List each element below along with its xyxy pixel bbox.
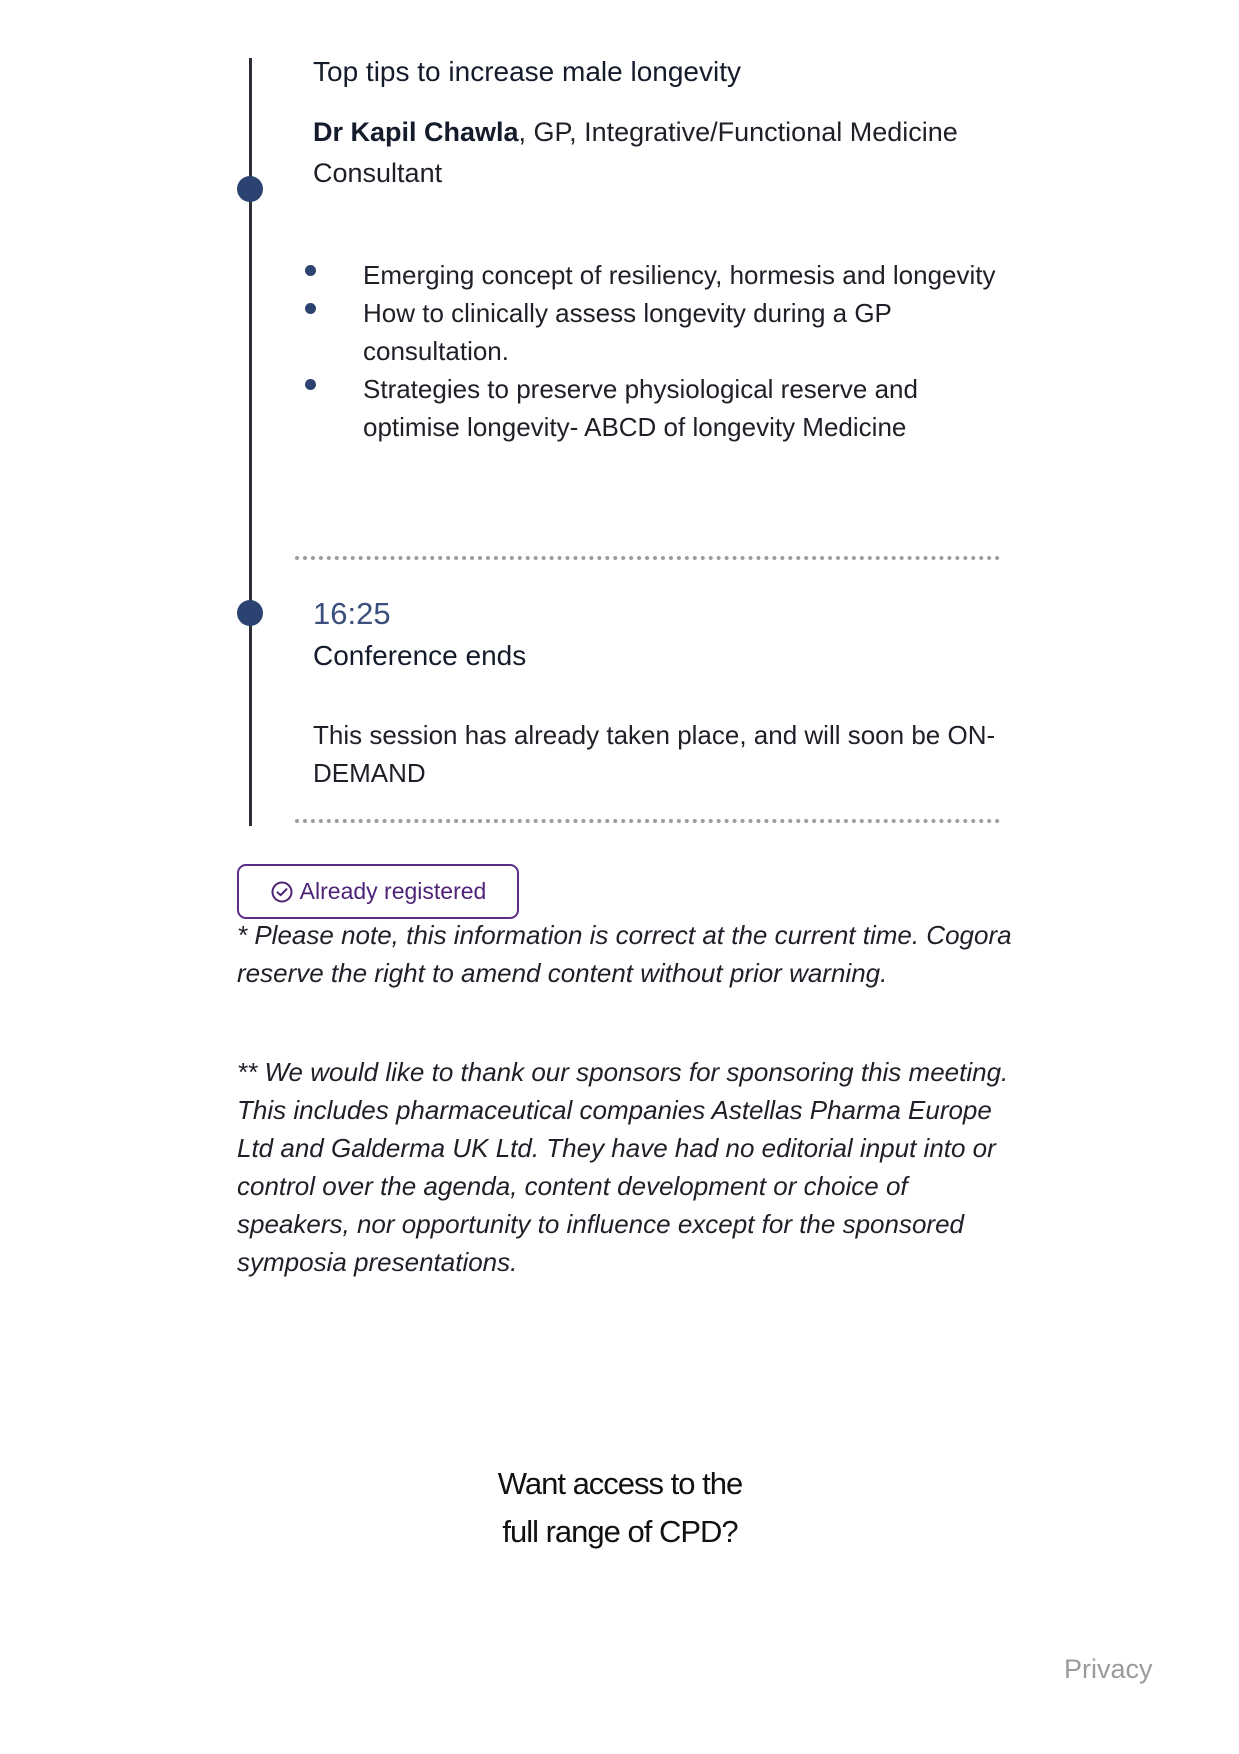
closing-time: 16:25 (313, 596, 391, 631)
bullet-icon (305, 265, 316, 276)
cta-line-2: full range of CPD? (502, 1514, 738, 1549)
list-item (300, 370, 1020, 446)
list-item (300, 256, 1020, 294)
cpd-access-heading (420, 1460, 820, 1556)
check-circle-icon (270, 880, 294, 904)
bullet-icon (305, 379, 316, 390)
timeline-dot-session (237, 176, 263, 202)
already-registered-button[interactable] (237, 864, 519, 919)
disclaimer-note: * Please note, this information is correct at the current time. Cogora reserve the right to amend content without prior warning. (237, 920, 1012, 988)
already-registered-label: Already registered (299, 878, 487, 904)
timeline-line (249, 58, 252, 826)
timeline-dot-closing (237, 600, 263, 626)
session-topics-list (300, 256, 1020, 446)
bullet-icon (305, 303, 316, 314)
list-item (300, 294, 1020, 370)
closing-divider (295, 819, 1000, 823)
speaker-role: , GP, Integrative/Functional Medicine Consultant (313, 117, 958, 188)
topic-text: Strategies to preserve physiological reserve and optimise longevity- ABCD of longevity Medicine (363, 374, 918, 442)
session-title: Top tips to increase male longevity (313, 56, 741, 87)
privacy-link[interactable]: Privacy (1064, 1654, 1153, 1684)
topic-text: Emerging concept of resiliency, hormesis and longevity (363, 260, 996, 290)
session-status-text: This session has already taken place, and will soon be ON-DEMAND (313, 720, 996, 788)
speaker-info (313, 112, 973, 194)
session-divider (295, 556, 1000, 560)
sponsors-note: ** We would like to thank our sponsors for sponsoring this meeting. This includes pharmaceutical companies Astellas Pharma Europe Ltd and Galderma UK Ltd. They have had no editorial input into or control over the agenda, content development or choice of speakers, nor opportunity to influence except for the sponsored symposia presentations. (237, 1057, 1009, 1277)
closing-title: Conference ends (313, 640, 527, 671)
topic-text: How to clinically assess longevity during a GP consultation. (363, 298, 892, 366)
cta-line-1: Want access to the (497, 1466, 743, 1501)
speaker-name: Dr Kapil Chawla (313, 117, 519, 147)
